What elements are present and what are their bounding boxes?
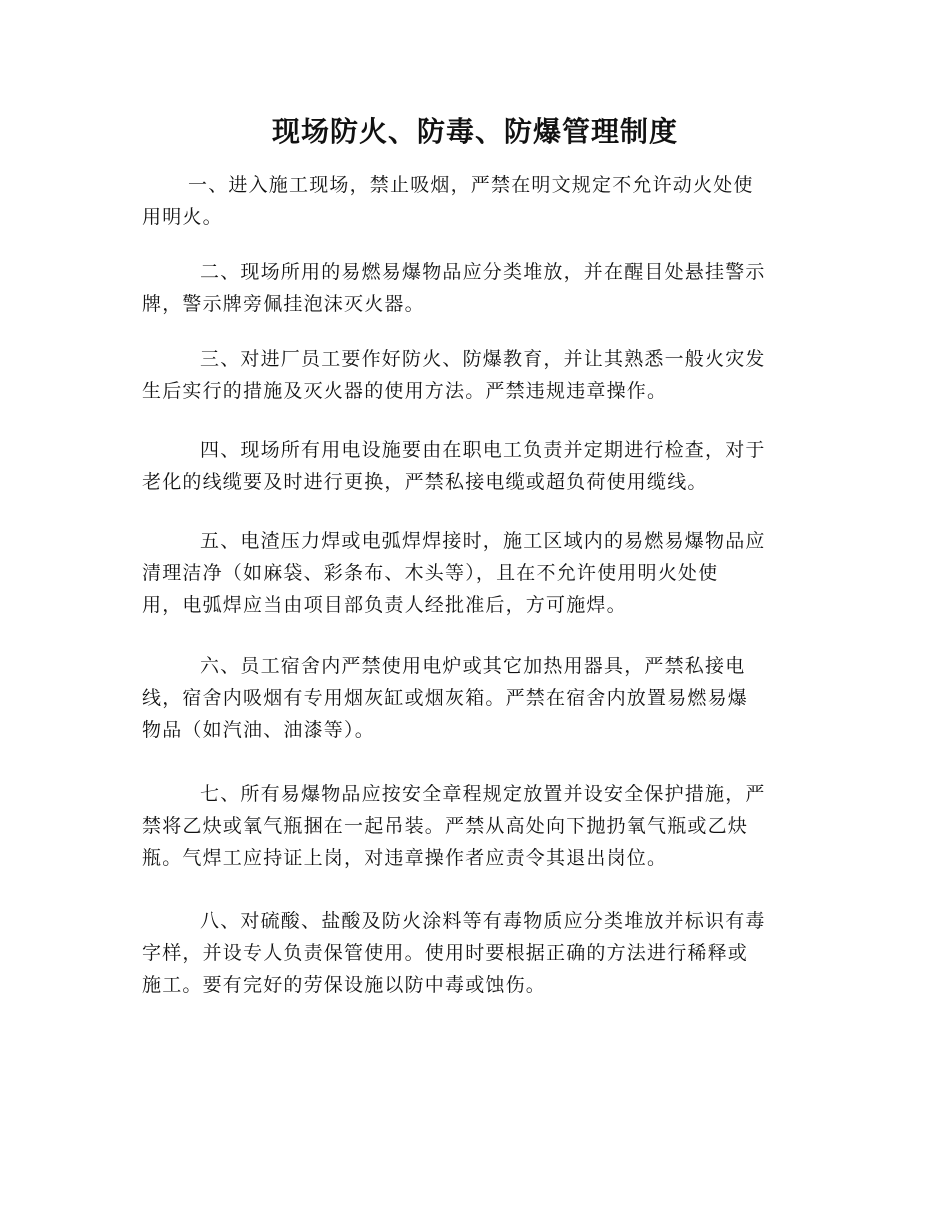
paragraph-line: 清理洁净（如麻袋、彩条布、木头等），且在不允许使用明火处使 — [142, 562, 719, 584]
paragraph-line: 七、所有易爆物品应按安全章程规定放置并设安全保护措施，严 — [200, 783, 766, 805]
paragraph-line: 物品（如汽油、油漆等）。 — [142, 719, 375, 741]
paragraph-line: 五、电渣压力焊或电弧焊焊接时，施工区域内的易燃易爆物品应 — [200, 530, 766, 552]
paragraph-line: 一、进入施工现场，禁止吸烟，严禁在明文规定不允许动火处使 — [188, 174, 754, 196]
paragraph-line: 生后实行的措施及灭火器的使用方法。严禁违规违章操作。 — [142, 380, 668, 402]
paragraph-line: 四、现场所有用电设施要由在职电工负责并定期进行检查，对于 — [200, 439, 766, 461]
paragraph-2 — [142, 256, 812, 320]
paragraph-line: 用，电弧焊应当由项目部负责人经批准后，方可施焊。 — [142, 594, 627, 616]
paragraph-1 — [142, 169, 812, 233]
paragraph-7 — [142, 778, 812, 874]
paragraph-3 — [142, 343, 812, 407]
paragraph-line: 二、现场所用的易燃易爆物品应分类堆放，并在醒目处悬挂警示 — [200, 261, 766, 283]
paragraph-line: 字样，并设专人负责保管使用。使用时要根据正确的方法进行稀释或 — [142, 942, 749, 964]
paragraph-line: 八、对硫酸、盐酸及防火涂料等有毒物质应分类堆放并标识有毒 — [200, 910, 766, 932]
paragraph-line: 三、对进厂员工要作好防火、防爆教育，并让其熟悉一般火灾发 — [200, 348, 766, 370]
paragraph-4 — [142, 434, 812, 498]
paragraph-line: 瓶。气焊工应持证上岗，对违章操作者应责令其退出岗位。 — [142, 847, 668, 869]
paragraph-line: 施工。要有完好的劳保设施以防中毒或蚀伤。 — [142, 974, 547, 996]
paragraph-6 — [142, 650, 812, 746]
paragraph-8 — [142, 905, 812, 1001]
paragraph-line: 老化的线缆要及时进行更换，严禁私接电缆或超负荷使用缆线。 — [142, 471, 708, 493]
paragraph-line: 六、员工宿舍内严禁使用电炉或其它加热用器具，严禁私接电 — [200, 655, 746, 677]
paragraph-line: 用明火。 — [142, 206, 223, 228]
paragraph-line: 牌，警示牌旁佩挂泡沫灭火器。 — [142, 293, 425, 315]
paragraph-line: 禁将乙炔或氧气瓶捆在一起吊装。严禁从高处向下抛扔氧气瓶或乙炔 — [142, 815, 749, 837]
document-title: 现场防火、防毒、防爆管理制度 — [271, 115, 678, 148]
paragraph-line: 线，宿舍内吸烟有专用烟灰缸或烟灰箱。严禁在宿舍内放置易燃易爆 — [142, 687, 749, 709]
paragraph-5 — [142, 525, 812, 621]
